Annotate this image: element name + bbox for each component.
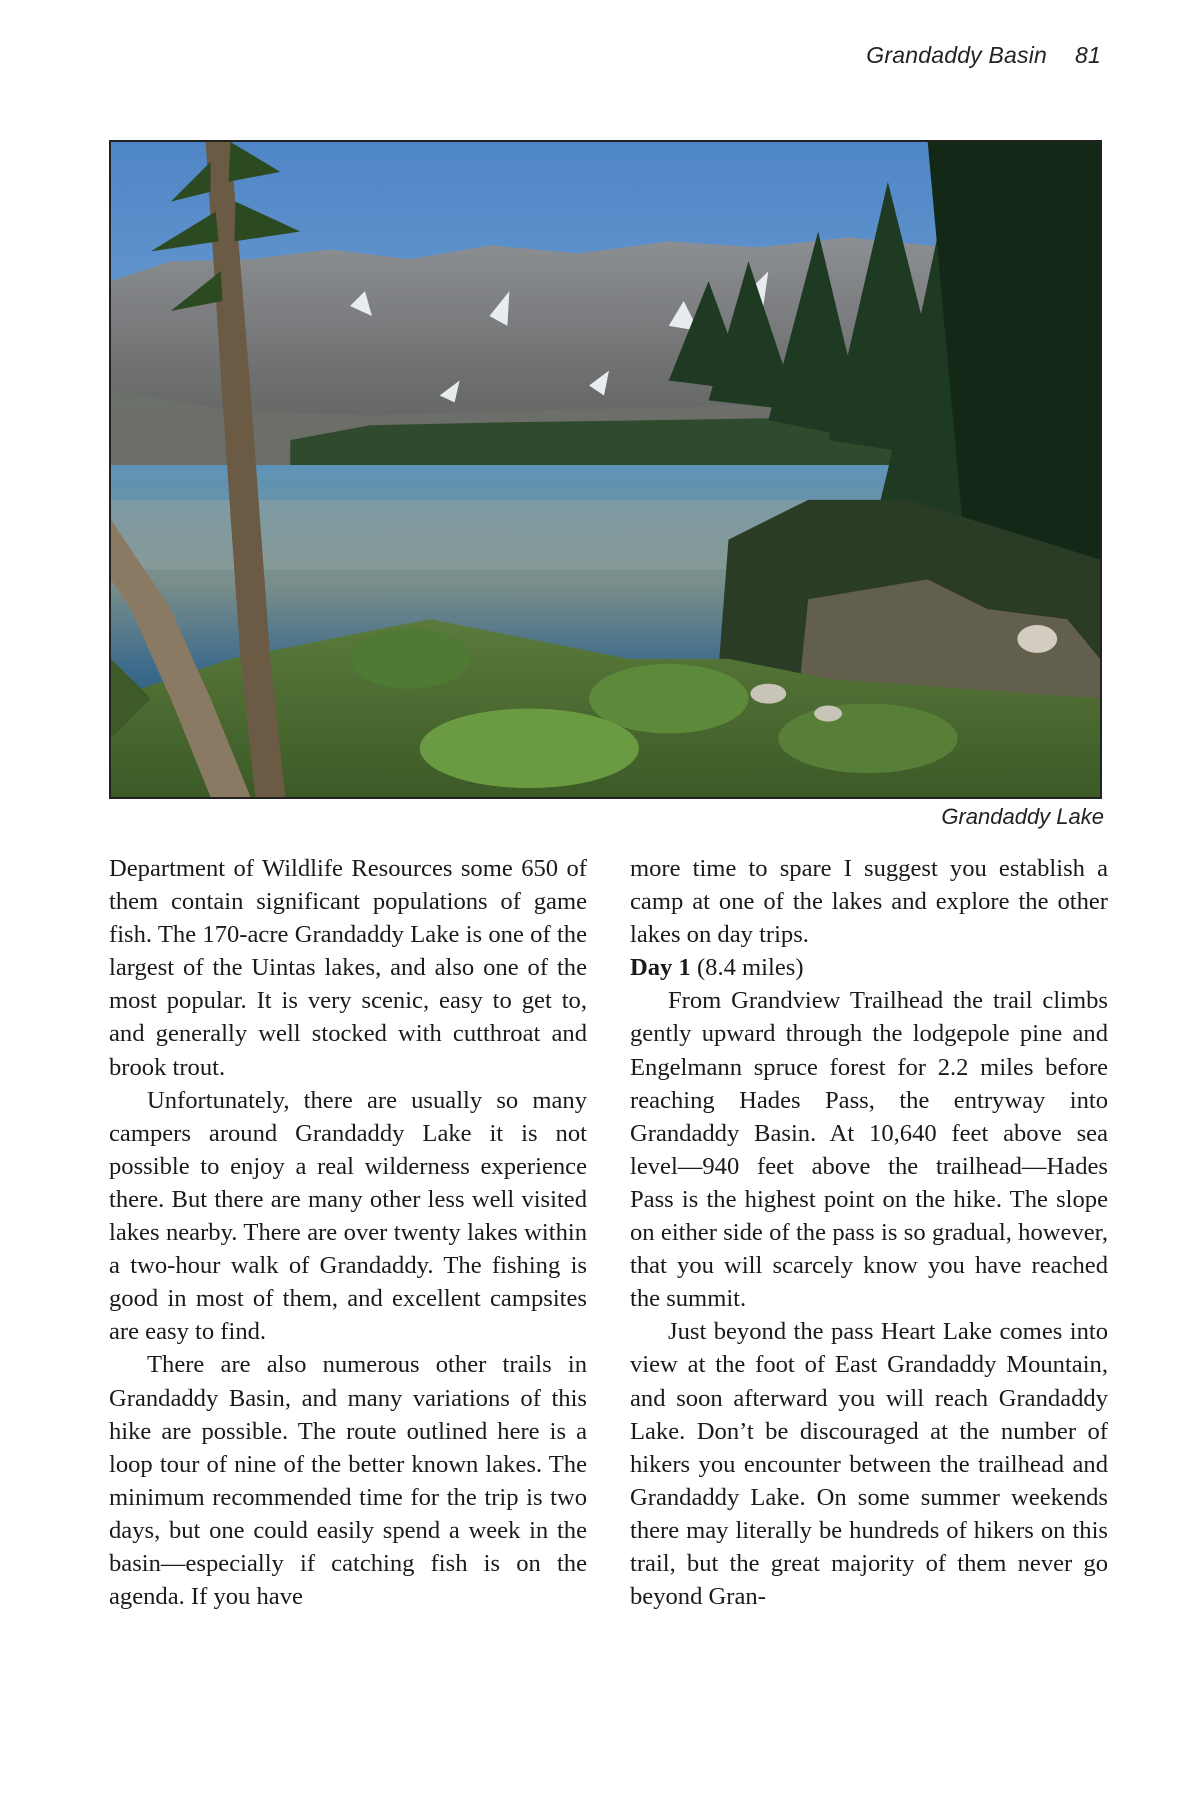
day-label: Day 1 xyxy=(630,954,691,982)
paragraph: more time to spare I suggest you establish a camp at one of the lakes and explore the other lakes on day trips. xyxy=(630,855,1108,949)
paragraph: Department of Wildlife Resources some 650 of them contain significant populations of game fish. The 170-acre Grandaddy Lake is one of the largest of the Uintas lakes, and also one of the most popular. It is very scenic, easy to get to, and generally well stocked with cutthroat and brook trout. xyxy=(109,855,587,1081)
left-column xyxy=(109,852,587,1613)
day-distance: (8.4 miles) xyxy=(696,954,804,982)
paragraph: Unfortunately, there are usually so many campers around Grandaddy Lake it is not possible to enjoy a real wilderness experience there. But there are many other less well visited lakes nearby. There are over twenty lakes within a two-hour walk of Grandaddy. The fishing is good in most of them, and excellent campsites are easy to find. xyxy=(109,1086,587,1346)
lake-photo xyxy=(109,140,1102,799)
paragraph: Just beyond the pass Heart Lake comes into view at the foot of East Grandaddy Mountain, and soon afterward you will reach Grandaddy Lake. Don’t be discouraged at the number of hikers you encounter between the trailhead and Grandaddy Lake. On some summer weekends there may literally be hundreds of hikers on this trail, but the great majority of them never go beyond Gran- xyxy=(630,1318,1108,1611)
lake-photo-illustration xyxy=(111,142,1100,797)
page-number: 81 xyxy=(1075,42,1101,68)
right-column xyxy=(630,852,1108,1613)
photo-caption: Grandaddy Lake xyxy=(941,804,1104,829)
day-heading xyxy=(630,951,1108,984)
running-title: Grandaddy Basin xyxy=(866,42,1048,68)
paragraph: There are also numerous other trails in Grandaddy Basin, and many variations of this hike are possible. The route outlined here is a loop tour of nine of the better known lakes. The minimum recommended time for the trip is two days, but one could easily spend a week in the basin—especially if catching fish is on the agenda. If you have xyxy=(109,1351,587,1611)
paragraph: From Grandview Trailhead the trail climbs gently upward through the lodgepole pine and Engelmann spruce forest for 2.2 miles before reaching Hades Pass, the entryway into Grandaddy Basin. At 10,640 feet above sea level—940 feet above the trailhead—Hades Pass is the highest point on the hike. The slope on either side of the pass is so gradual, however, that you will scarcely know you have reached the summit. xyxy=(630,987,1108,1313)
running-head xyxy=(866,42,1101,69)
